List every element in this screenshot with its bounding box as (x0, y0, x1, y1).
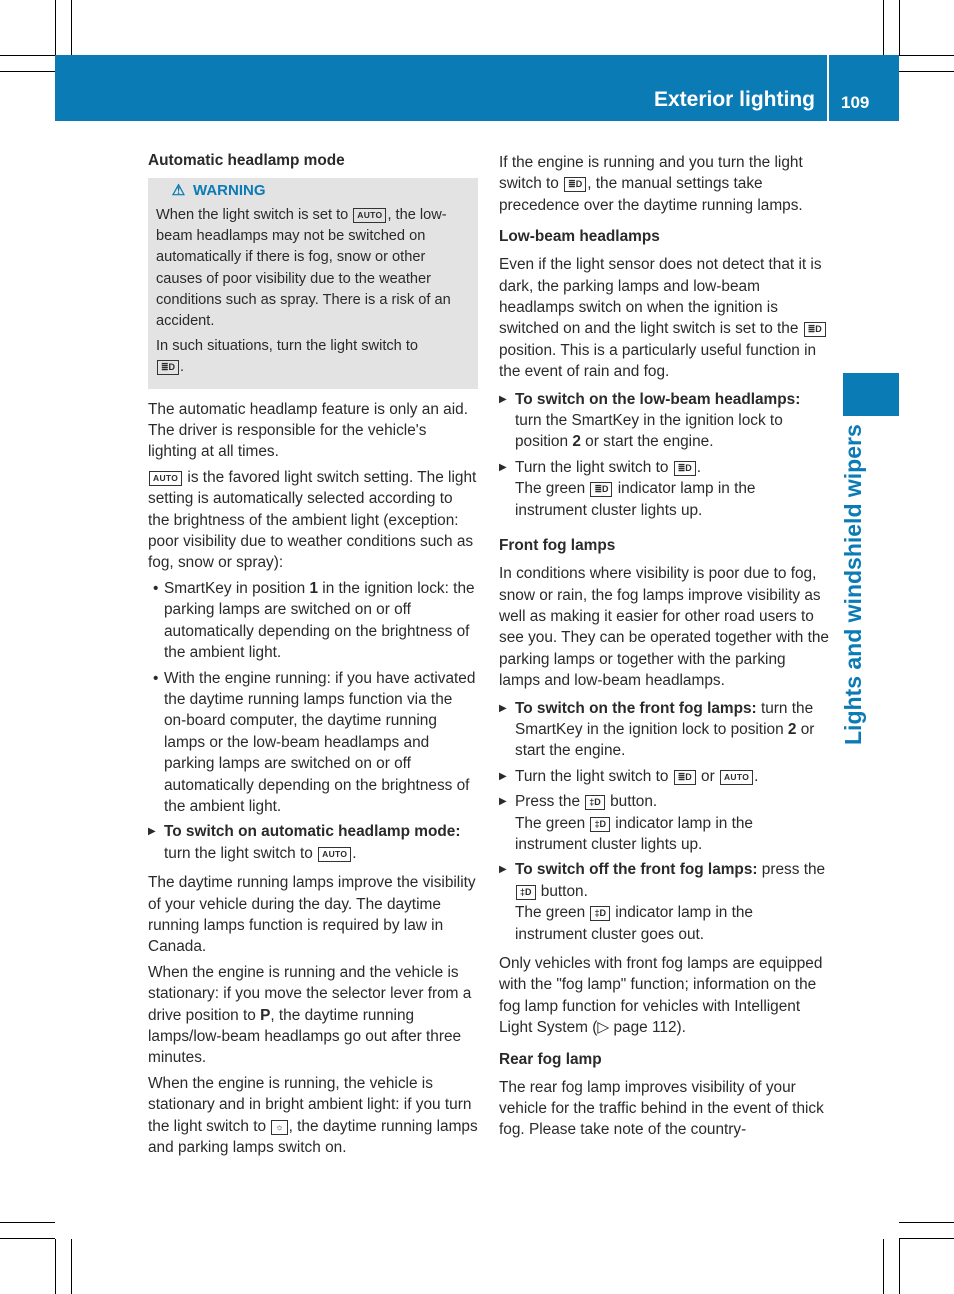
chapter-tab (843, 373, 899, 416)
position-number: 2 (787, 720, 797, 738)
text: indicator lamp in the instrument cluster lights up. (515, 814, 753, 853)
crop-mark (0, 71, 55, 72)
paragraph: In conditions where visibility is poor due to fog, snow or rain, the fog lamps improve visibility as well as making it easier for other road users to see you. They can be operated together with the parking lamps or together with the parking lamps and low-beam headlamps. (499, 565, 829, 690)
front-fog-lamp-icon: ‡D (590, 817, 610, 832)
crop-mark (0, 1222, 55, 1223)
crop-mark (883, 1239, 884, 1294)
heading-front-fog-lamps: Front fog lamps (499, 537, 616, 555)
right-column (499, 152, 829, 1145)
crop-mark (0, 1238, 55, 1239)
step-title: To switch off the front fog lamps: (515, 861, 758, 879)
page-number: 109 (841, 93, 870, 112)
paragraph (499, 254, 829, 382)
paragraph (499, 152, 829, 216)
paragraph: Only vehicles with front fog lamps are equipped with the "fog lamp" function; information on the fog lamp function for vehicles with Intelligent Light System (▷ page 112). (499, 955, 823, 1037)
text: , the daytime running lamps and parking lamps switch on. (148, 1117, 478, 1157)
warning-title: WARNING (193, 182, 266, 199)
heading-automatic-headlamp-mode: Automatic headlamp mode (148, 152, 345, 169)
warning-text (156, 205, 470, 332)
text: button. (536, 882, 588, 900)
paragraph: The daytime running lamps improve the visibility of your vehicle during the day. The daytime running lamps function is required by law in Canada. (148, 874, 476, 956)
text: Even if the light sensor does not detect that it is dark, the parking lamps and low-beam headlamps switch on when the ignition is switched on and the light switch is set to the (499, 256, 822, 338)
text: In such situations, turn the light switch to (156, 338, 419, 355)
left-column (148, 150, 478, 1162)
instruction-step (499, 859, 829, 945)
front-fog-lamp-icon: ‡D (590, 906, 610, 921)
text: turn the light switch to (164, 844, 318, 862)
text: turn the SmartKey in the ignition lock to position (515, 699, 814, 738)
paragraph (148, 962, 478, 1069)
heading-rear-fog-lamp: Rear fog lamp (499, 1050, 602, 1068)
crop-mark (899, 1238, 954, 1239)
crop-mark (899, 1239, 900, 1294)
auto-icon: AUTO (149, 471, 182, 486)
front-fog-lamp-icon: ‡D (516, 885, 536, 900)
crop-mark (71, 0, 72, 55)
section-title: Exterior lighting (653, 88, 815, 111)
instruction-step (499, 766, 829, 787)
crop-mark (0, 55, 55, 56)
text: Turn the light switch to (515, 458, 673, 476)
instruction-step (499, 389, 829, 453)
text: , the daytime running lamps/low-beam headlamps go out after three minutes. (148, 1006, 462, 1067)
front-fog-lamp-icon: ‡D (585, 795, 605, 810)
heading-low-beam: Low-beam headlamps (499, 228, 660, 246)
text: The green (515, 904, 590, 922)
instruction-step (499, 791, 829, 855)
crop-mark (899, 1222, 954, 1223)
chapter-label-text: Lights and windshield wipers (840, 424, 866, 745)
text: indicator lamp in the instrument cluster lights up. (515, 480, 756, 519)
step-title: To switch on the front fog lamps: (515, 699, 757, 717)
text: indicator lamp in the instrument cluster goes out. (515, 904, 753, 943)
text: When the light switch is set to (156, 207, 353, 223)
text: turn the SmartKey in the ignition lock to position (515, 412, 783, 451)
low-beam-icon: ≣D (564, 177, 586, 192)
crop-mark (899, 0, 900, 55)
crop-mark (55, 1239, 56, 1294)
text: or start the engine. (515, 720, 815, 760)
paragraph: The automatic headlamp feature is only an aid. The driver is responsible for the vehicle's lighting at all times. (148, 400, 468, 461)
paragraph (148, 1073, 478, 1159)
text: . (754, 767, 759, 785)
text: is the favored light switch setting. The light setting is automatically selected according to the brightness of the ambient light (exception: poor visibility due to weather conditions such as fog, snow or spray): (148, 468, 477, 572)
crop-mark (71, 1239, 72, 1294)
auto-icon: AUTO (353, 208, 386, 223)
text: SmartKey in position (164, 579, 310, 597)
instruction-step (499, 698, 829, 762)
text: in the ignition lock: the parking lamps are switched on or off automatically depending on the brightness of the ambient light. (164, 579, 475, 662)
position-number: 1 (309, 579, 318, 597)
text: , the manual settings take precedence over the daytime running lamps. (499, 175, 803, 214)
crop-mark (55, 0, 56, 55)
text: or start the engine. (580, 433, 714, 451)
low-beam-icon: ≣D (674, 461, 696, 476)
text: position. This is a particularly useful function in the event of rain and fog. (499, 341, 817, 381)
bullet-item (148, 578, 478, 664)
paragraph (148, 467, 478, 574)
parking-lamp-icon: ☼ (271, 1120, 287, 1135)
warning-triangle-icon: ⚠ (171, 182, 186, 199)
page-header (55, 55, 899, 121)
instruction-step: ▶ To switch on automatic headlamp mode: turn the light switch to AUTO . (148, 821, 478, 864)
text: When the engine is running and the vehicle is stationary: if you move the selector lever from a drive position to (148, 963, 472, 1024)
position-number: 2 (572, 433, 581, 451)
text: or (696, 767, 719, 785)
warning-box (148, 178, 478, 389)
warning-text: In such situations, turn the light switch to ≣D . (156, 338, 419, 376)
crop-mark (899, 55, 954, 56)
text: , the low-beam headlamps may not be switched on automatically if there is fog, snow or other causes of poor visibility due to the weather conditions such as spray. There is a risk of an accident. (156, 207, 451, 330)
text: button. (605, 793, 658, 811)
crop-mark (899, 71, 954, 72)
low-beam-icon: ≣D (590, 482, 612, 497)
bullet-item: • With the engine running: if you have activated the daytime running lamps function via the on-board computer, the daytime running lamps or the low-beam headlamps and parking lamps are switched on or off automatically depending on the brightness of the ambient light. (148, 668, 478, 818)
low-beam-icon: ≣D (157, 360, 179, 375)
low-beam-icon: ≣D (674, 770, 696, 785)
text: Turn the light switch to (515, 767, 673, 785)
gear-position: P (260, 1006, 271, 1024)
auto-icon: AUTO (720, 770, 753, 785)
warning-header (156, 180, 470, 201)
text: When the engine is running, the vehicle is stationary and in bright ambient light: if you turn the light switch to (148, 1074, 472, 1135)
auto-icon: AUTO (318, 847, 351, 862)
text: Press the (515, 793, 585, 811)
instruction-step (499, 457, 829, 521)
text: . (696, 458, 702, 476)
step-title: To switch on the low-beam headlamps: (515, 390, 801, 408)
text: press the (757, 861, 826, 879)
crop-mark (883, 0, 884, 55)
paragraph: The rear fog lamp improves visibility of your vehicle for the traffic behind in the event of thick fog. Please take note of the country- (499, 1078, 824, 1139)
header-divider (827, 55, 829, 121)
low-beam-icon: ≣D (804, 322, 826, 337)
text: The green (515, 480, 590, 498)
text: The green (515, 814, 590, 832)
text: If the engine is running and you turn the light switch to (499, 154, 803, 193)
step-title: To switch on automatic headlamp mode: (164, 823, 461, 841)
